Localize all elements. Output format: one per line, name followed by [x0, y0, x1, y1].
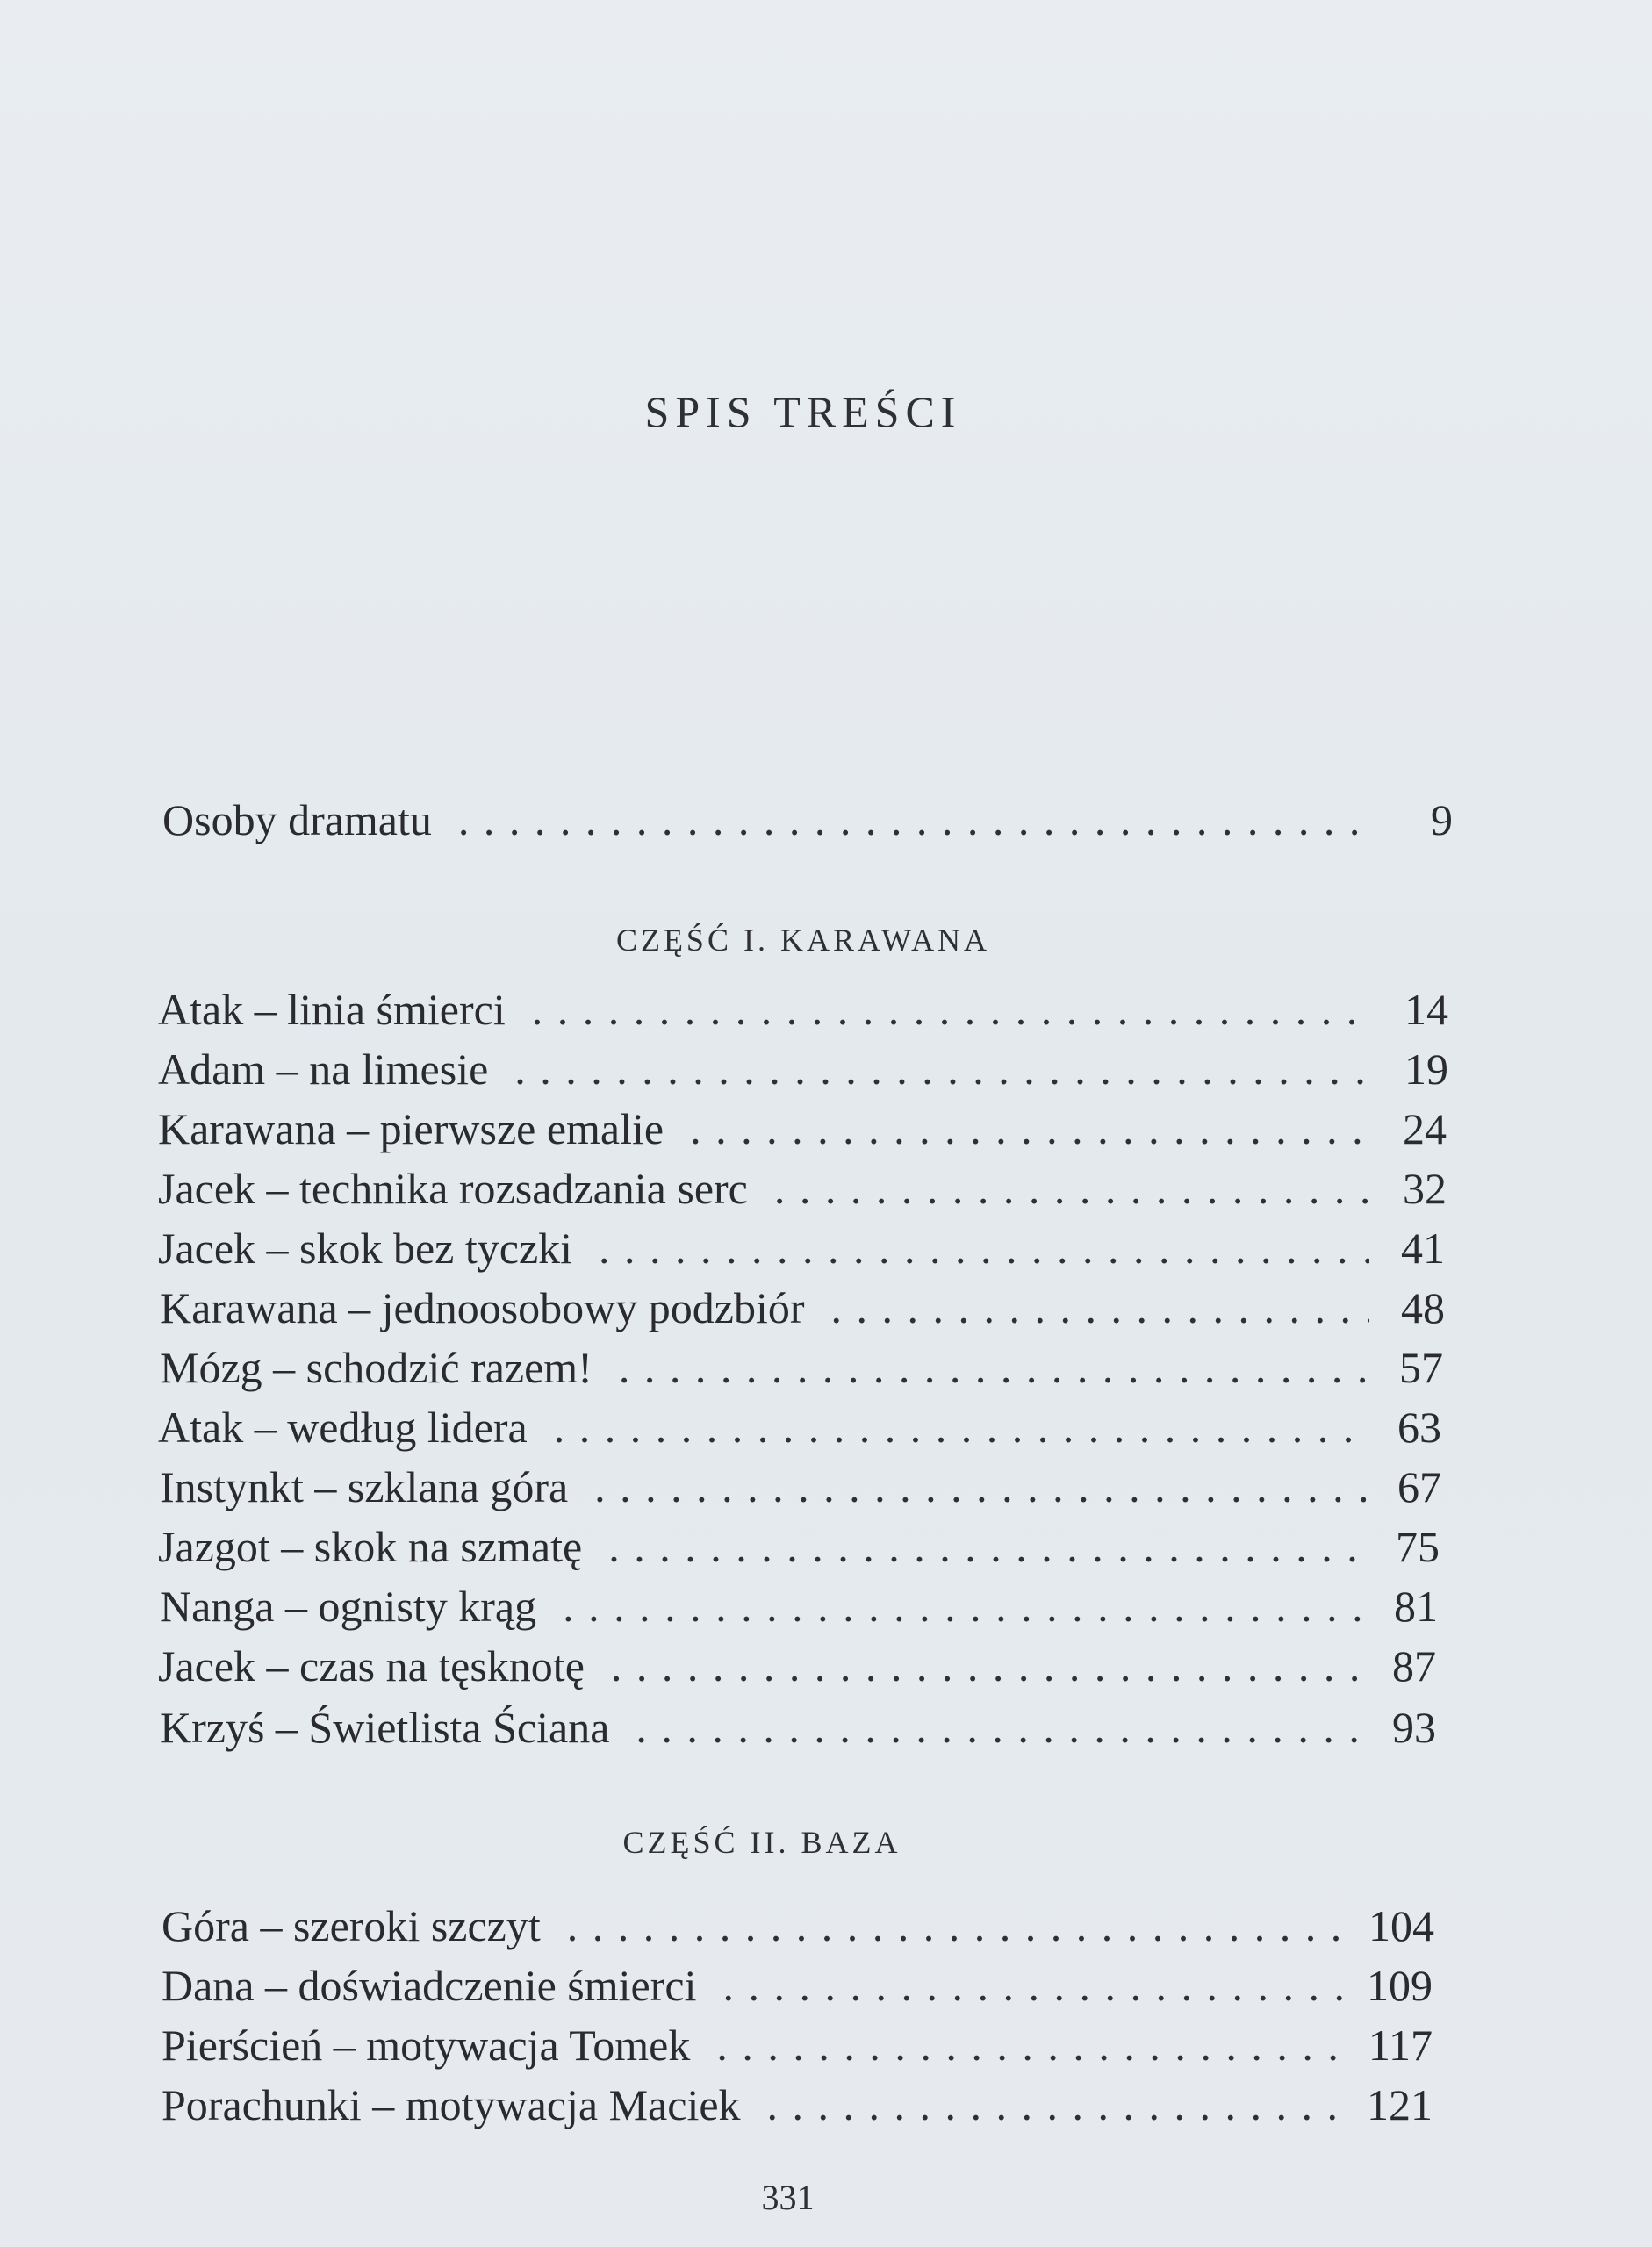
toc-entry-page: 63 [1397, 1403, 1441, 1452]
toc-entry-page: 19 [1404, 1045, 1448, 1094]
dot-leader [514, 1041, 1373, 1097]
dot-leader [636, 1699, 1361, 1755]
toc-entry-label: Jacek – czas na tęsknotę [158, 1641, 585, 1691]
toc-entry-label: Góra – szeroki szczyt [162, 1901, 541, 1950]
toc-entry-page: 32 [1403, 1164, 1447, 1213]
toc-entry-label: Dana – doświadczenie śmierci [162, 1961, 697, 2010]
toc-entry [160, 1339, 1443, 1396]
toc-entry-label: Jazgot – skok na szmatę [158, 1522, 583, 1571]
toc-entry-page: 81 [1394, 1582, 1438, 1631]
toc-entry-page: 14 [1404, 985, 1448, 1034]
dot-leader [563, 1578, 1362, 1634]
dot-leader [594, 1459, 1366, 1515]
toc-entry-page: 24 [1403, 1104, 1447, 1153]
dot-leader [567, 1898, 1346, 1954]
toc-entry-page: 48 [1401, 1283, 1445, 1332]
toc-entry [158, 1518, 1440, 1575]
toc-entry-intro [162, 792, 1453, 848]
toc-entry-page: 9 [1431, 795, 1453, 844]
toc-entry-label: Porachunki – motywacja Maciek [162, 2080, 741, 2129]
toc-entry [158, 1160, 1447, 1217]
dot-leader [458, 792, 1377, 848]
dot-leader [774, 1160, 1371, 1217]
toc-entry-page: 117 [1368, 2021, 1433, 2070]
part-1-title: CZĘŚĆ I. KARAWANA [615, 922, 991, 958]
page-title: SPIS TREŚCI [644, 387, 962, 436]
dot-leader [608, 1518, 1364, 1575]
toc-entry-label: Osoby dramatu [162, 795, 432, 844]
part-2-title: CZĘŚĆ II. BAZA [622, 1825, 901, 1860]
page-number: 331 [761, 2178, 815, 2217]
toc-entry [158, 981, 1448, 1037]
toc-entry [160, 1459, 1441, 1515]
toc-entry-label: Mózg – schodzić razem! [160, 1343, 593, 1392]
toc-entry-label: Atak – według lidera [158, 1403, 528, 1452]
toc-entry-page: 121 [1367, 2080, 1433, 2129]
dot-leader [722, 1957, 1344, 2014]
toc-entry [160, 1699, 1436, 1755]
toc-entry [162, 2017, 1433, 2073]
toc-entry-label: Jacek – technika rozsadzania serc [158, 1164, 748, 1213]
toc-entry [160, 1280, 1445, 1336]
dot-leader [554, 1399, 1366, 1455]
toc-entry-page: 87 [1392, 1641, 1436, 1691]
toc-entry [162, 1898, 1434, 1954]
toc-entry-page: 57 [1399, 1343, 1443, 1392]
toc-entry [158, 1220, 1445, 1276]
toc-entry [162, 2077, 1433, 2133]
dot-leader [532, 981, 1373, 1037]
dot-leader [690, 1101, 1371, 1157]
toc-entry-label: Instynkt – szklana góra [160, 1462, 569, 1511]
toc-entry [158, 1399, 1441, 1455]
dot-leader [831, 1280, 1369, 1336]
toc-entry-page: 41 [1401, 1224, 1445, 1273]
toc-entry [162, 1957, 1433, 2014]
toc-entry-label: Karawana – jednoosobowy podzbiór [160, 1283, 805, 1332]
toc-entry-page: 67 [1397, 1462, 1441, 1511]
toc-entry-page: 75 [1396, 1522, 1440, 1571]
dot-leader [619, 1339, 1368, 1396]
toc-entry-page: 93 [1392, 1703, 1436, 1752]
dot-leader [716, 2017, 1345, 2073]
toc-entry [158, 1041, 1448, 1097]
toc-entry [158, 1638, 1436, 1694]
toc-entry-page: 104 [1368, 1901, 1434, 1950]
toc-entry-label: Jacek – skok bez tyczki [158, 1224, 573, 1273]
toc-entry [158, 1101, 1447, 1157]
toc-entry-label: Atak – linia śmierci [158, 985, 506, 1034]
toc-entry-label: Adam – na limesie [158, 1045, 489, 1094]
dot-leader [767, 2077, 1344, 2133]
toc-entry [160, 1578, 1438, 1634]
toc-entry-label: Karawana – pierwsze emalie [158, 1104, 664, 1153]
toc-entry-label: Krzyś – Świetlista Ściana [160, 1703, 610, 1752]
dot-leader [599, 1220, 1369, 1276]
toc-entry-page: 109 [1367, 1961, 1433, 2010]
toc-entry-label: Pierścień – motywacja Tomek [162, 2021, 691, 2070]
toc-entry-label: Nanga – ognisty krąg [160, 1582, 537, 1631]
dot-leader [611, 1638, 1361, 1694]
